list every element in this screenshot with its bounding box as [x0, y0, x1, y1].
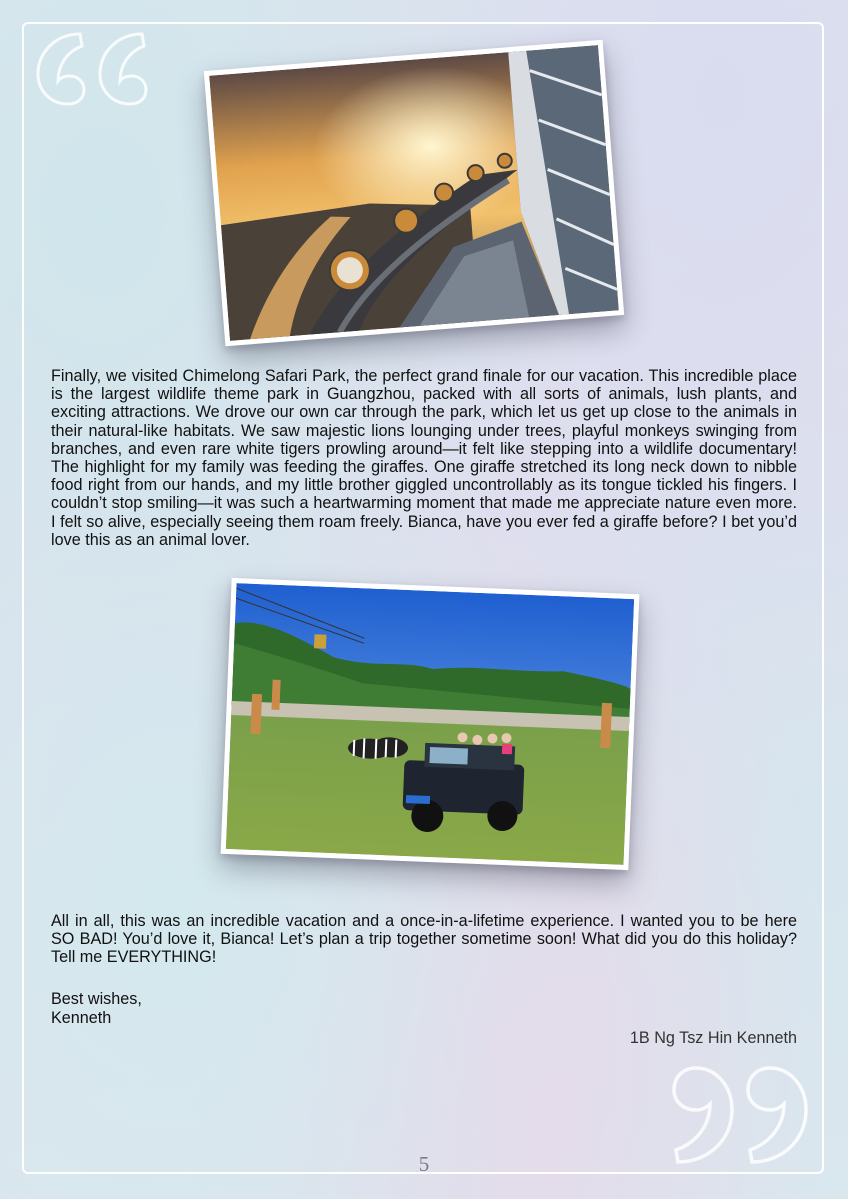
safari-park-photo [221, 578, 640, 870]
canton-tower-illustration [209, 45, 619, 341]
open-quote-icon [30, 26, 150, 118]
safari-paragraph: Finally, we visited Chimelong Safari Park, the perfect grand finale for our vacation. This incredible place is the largest wildlife theme park in Guangzhou, packed with all sorts of animals, lush plants, and exciting attractions. We drove our own car through the park, which let us get up close to the animals in their natural-like habitats. We saw majestic lions lounging under trees, playful monkeys swinging from branches, and even rare white tigers prowling around—it felt like stepping into a wildlife documentary! The highlight for my family was feeding the giraffes. One giraffe stretched its long neck down to nibble food right from our hands, and my little brother giggled uncontrollably as its tongue tickled his fingers. I couldn’t stop smiling—it was such a heartwarming moment that made me appreciate nature even more. I felt so alive, especially seeing them roam freely. Bianca, have you ever fed a giraffe before? I bet you’d love this as an animal lover. [51, 367, 797, 549]
conclusion-paragraph: All in all, this was an incredible vacation and a once-in-a-lifetime experience. I wanted you to be here SO BAD! You’d love it, Bianca! Let’s plan a trip together sometime soon! What did you do this holiday? Tell me EVERYTHING! [51, 912, 797, 967]
author-credit: 1B Ng Tsz Hin Kenneth [629, 1029, 797, 1047]
closing-salutation: Best wishes, [51, 990, 142, 1008]
page-number: 5 [418, 1152, 430, 1176]
canton-tower-photo [204, 40, 624, 347]
safari-park-illustration [226, 583, 634, 865]
closing-signature-name: Kenneth [51, 1009, 112, 1027]
